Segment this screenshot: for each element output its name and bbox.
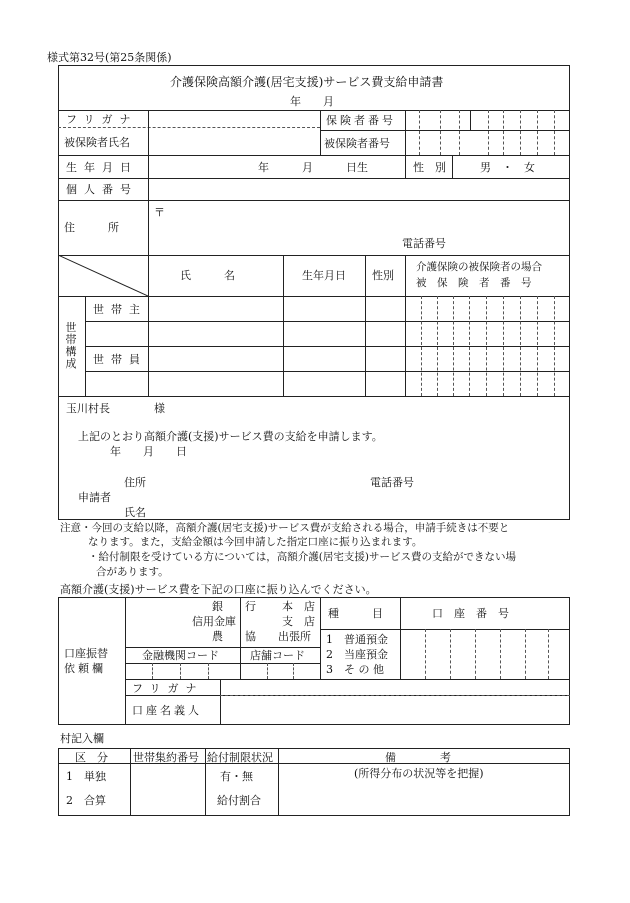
remarks-note: (所得分布の状況等を把握) xyxy=(354,767,484,780)
bank-label-1: 口座振替 xyxy=(64,647,108,660)
category-combined: 2 合算 xyxy=(66,794,106,807)
sex-options: 男 ・ 女 xyxy=(480,161,535,174)
restriction-header: 給付制限状況 xyxy=(207,751,273,764)
household-label: 世帯構成 xyxy=(65,321,77,370)
benefit-ratio-label: 給付割合 xyxy=(217,794,261,807)
account-kind-header: 種 目 xyxy=(328,607,383,620)
account-kind-1: 1 普通預金 xyxy=(326,633,388,646)
birthdate-label: 生年月日 xyxy=(66,161,138,174)
applicant-phone-label: 電話番号 xyxy=(370,476,414,489)
office-use-title: 村記入欄 xyxy=(60,732,104,745)
bank-type-2: 信用金庫 xyxy=(192,615,236,628)
household-insured-header-1: 介護保険の被保険者の場合 xyxy=(416,261,542,273)
addressee: 玉川村長 様 xyxy=(66,402,165,415)
account-kind-2: 2 当座預金 xyxy=(326,648,388,661)
household-head-label: 世帯主 xyxy=(93,303,147,316)
household-insured-header-2: 被 保 険 者 番 号 xyxy=(416,277,532,289)
bank-intro: 高額介護(支援)サービス費を下記の口座に振り込んでください。 xyxy=(60,583,377,596)
form-title: 介護保険高額介護(居宅支援)サービス費支給申請書 xyxy=(170,75,444,89)
sex-label: 性 別 xyxy=(413,161,446,174)
birthdate-values: 年 月 日生 xyxy=(258,161,368,174)
category-single: 1 単独 xyxy=(66,770,106,783)
furigana-label: フリガナ xyxy=(66,113,138,126)
household-birth-header: 生年月日 xyxy=(302,269,346,282)
form-date-header: 年 月 xyxy=(290,95,334,108)
insured-name-label: 被保険者氏名 xyxy=(64,136,130,149)
phone-label: 電話番号 xyxy=(402,237,446,250)
bank-type-3: 農 協 xyxy=(212,630,256,643)
applicant-name-label: 氏名 xyxy=(124,506,146,519)
personal-number-label: 個人番号 xyxy=(66,183,138,196)
holder-furigana-label: フリガナ xyxy=(132,682,204,695)
note-line-4: 合があります。 xyxy=(96,566,169,578)
bank-code-label: 金融機関コード xyxy=(142,649,219,662)
declaration-date: 年 月 日 xyxy=(110,445,187,458)
note-line-2: なります。また，支給金額は今回申請した指定口座に振り込まれます。 xyxy=(88,536,423,548)
household-sex-header: 性別 xyxy=(372,269,394,282)
branch-type-2: 支 店 xyxy=(282,615,315,628)
branch-type-3: 出張所 xyxy=(278,630,311,643)
household-name-header: 氏 名 xyxy=(180,269,235,282)
note-line-3: ・給付制限を受けている方については，高額介護(居宅支援)サービス費の支給ができない場 xyxy=(88,551,516,563)
branch-type-1: 本 店 xyxy=(282,600,315,613)
address-label: 住 所 xyxy=(64,221,119,234)
insured-number-label: 被保険者番号 xyxy=(324,137,390,150)
branch-code-label: 店舗コード xyxy=(250,649,305,662)
note-line-1: 注意・今回の支給以降，高額介護(居宅支援)サービス費が支給される場合，申請手続きは不要と xyxy=(60,522,510,534)
bank-type-1: 銀 行 xyxy=(212,600,256,613)
remarks-header: 備 考 xyxy=(385,751,451,764)
bank-label-2: 依頼欄 xyxy=(64,662,106,675)
category-header: 区 分 xyxy=(75,751,108,764)
declaration: 上記のとおり高額介護(支援)サービス費の支給を申請します。 xyxy=(78,430,383,443)
household-member-label: 世帯員 xyxy=(93,353,147,366)
applicant-address-label: 住所 xyxy=(124,476,146,489)
diagonal-header-cell xyxy=(58,255,148,296)
form-number: 様式第32号(第25条関係) xyxy=(47,51,172,64)
account-kind-3: 3 そ の 他 xyxy=(326,663,384,676)
household-number-header: 世帯集約番号 xyxy=(133,751,199,764)
account-number-header: 口 座 番 号 xyxy=(432,607,509,620)
account-holder-label: 口座名義人 xyxy=(132,704,202,717)
applicant-label: 申請者 xyxy=(78,491,111,504)
insurer-number-label: 保険者番号 xyxy=(326,114,396,127)
restriction-yes-no: 有・無 xyxy=(220,770,253,783)
postal-mark: 〒 xyxy=(154,206,165,219)
